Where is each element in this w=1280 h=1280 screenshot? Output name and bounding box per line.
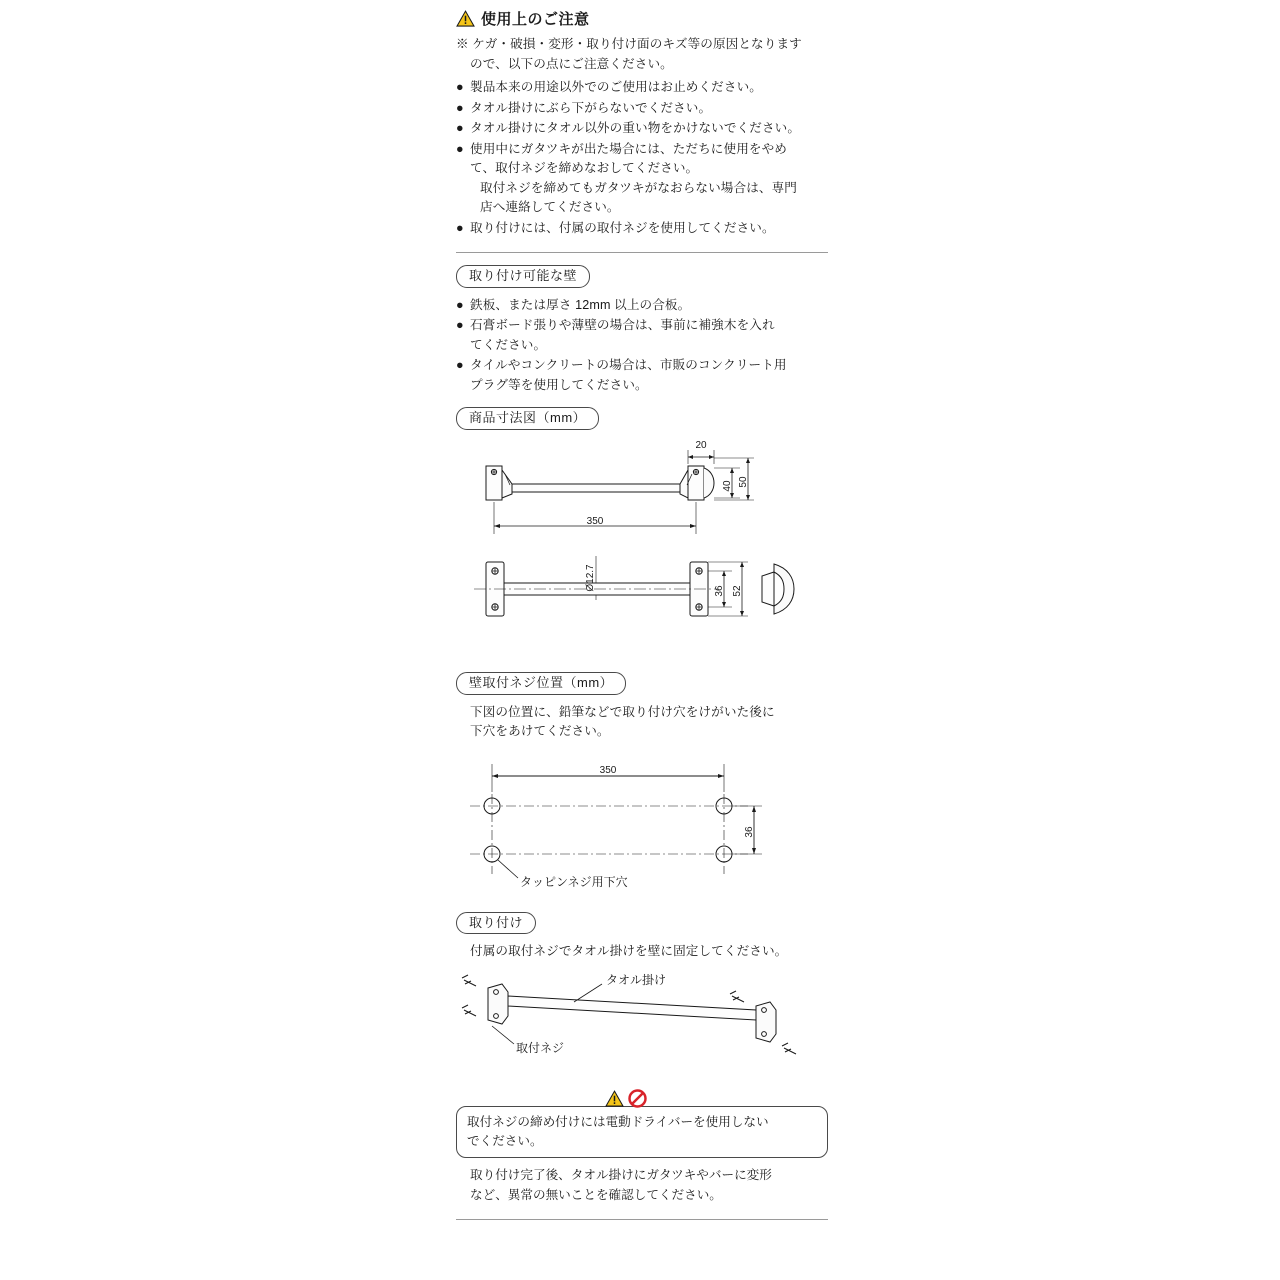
screw-position-drawing: [456, 746, 828, 906]
dim-label-52: 52: [732, 585, 743, 597]
wall-heading-wrap: [456, 265, 828, 288]
list-item-text: 石膏ボード張りや薄壁の場合は、事前に補強木を入れ: [470, 318, 775, 333]
screw-position-section: [456, 672, 828, 906]
final-note-line-2: など、異常の無いことを確認してください。: [470, 1187, 722, 1202]
callout-line-2: でください。: [467, 1133, 543, 1148]
list-item: [456, 119, 828, 139]
install-drawing: [456, 966, 828, 1086]
product-dimension-drawing: [456, 438, 828, 668]
dimension-section: [456, 407, 828, 668]
screw-position-svg: [456, 746, 828, 906]
bullet-dot-icon: ●: [456, 318, 464, 333]
list-item: [456, 356, 828, 395]
callout-line-1: 取付ネジの締め付けには電動ドライバーを使用しない: [467, 1114, 769, 1129]
final-note-line-1: 取り付け完了後、タオル掛けにガタツキやバーに変形: [470, 1168, 772, 1183]
caution-title: 使用上のご注意: [481, 11, 590, 28]
wall-heading: 取り付け可能な壁: [456, 265, 590, 288]
bullet-dot-icon: ●: [456, 80, 464, 95]
dim-label-40: 40: [722, 480, 733, 492]
bar-label: タオル掛け: [606, 972, 667, 987]
list-item: [456, 99, 828, 119]
caution-list: [456, 78, 828, 238]
warning-triangle-icon: [605, 1090, 624, 1107]
callout-icons: [605, 1089, 647, 1108]
screw-label: 取付ネジ: [516, 1040, 565, 1055]
install-heading-wrap: [456, 912, 828, 935]
list-item-text: 鉄板、または厚さ 12mm 以上の合板。: [470, 297, 691, 312]
footer-divider: [456, 1219, 828, 1220]
caution-section: [456, 8, 828, 238]
divider: [456, 252, 828, 253]
bullet-dot-icon: ●: [456, 141, 464, 156]
bullet-dot-icon: ●: [456, 358, 464, 373]
list-item: [456, 316, 828, 355]
list-item-text-line4: 店へ連絡してください。: [480, 200, 620, 215]
list-item-text-line2: てください。: [470, 337, 547, 352]
list-item-text-line3: 取付ネジを締めてもガタツキがなおらない場合は、専門: [480, 180, 797, 195]
install-note: 付属の取付ネジでタオル掛けを壁に固定してください。: [470, 944, 788, 959]
dimension-drawing-svg: [456, 438, 828, 668]
list-item-text-line2: て、取付ネジを締めなおしてください。: [470, 161, 699, 176]
install-drawing-svg: [456, 966, 828, 1086]
screw-position-heading-wrap: [456, 672, 828, 695]
list-item: [456, 78, 828, 98]
dimension-heading: 商品寸法図（mm）: [456, 407, 599, 430]
list-item-text: 取り付けには、付属の取付ネジを使用してください。: [470, 220, 775, 235]
dim-label-20: 20: [695, 439, 707, 451]
list-item-text: 製品本来の用途以外でのご使用はお止めください。: [470, 80, 762, 95]
wall-section: [456, 265, 828, 395]
bullet-dot-icon: ●: [456, 220, 464, 235]
list-item-text-line2: プラグ等を使用してください。: [470, 377, 648, 392]
list-item-text: タオル掛けにタオル以外の重い物をかけないでください。: [470, 121, 801, 136]
dimension-heading-wrap: [456, 407, 828, 430]
dim-label-diameter: Ø12.7: [585, 564, 596, 592]
dim-label-36-screw: 36: [744, 825, 755, 838]
bullet-dot-icon: ●: [456, 297, 464, 312]
bullet-dot-icon: ●: [456, 100, 464, 115]
screw-position-note-line2: 下穴をあけてください。: [470, 724, 610, 739]
caution-heading: [456, 8, 828, 29]
screw-position-note-line1: 下図の位置に、鉛筆などで取り付け穴をけがいた後に: [470, 704, 775, 719]
dim-label-36: 36: [714, 585, 725, 597]
tapping-hole-label: タッピンネジ用下穴: [520, 874, 628, 889]
list-item-text: 使用中にガタツキが出た場合には、ただちに使用をやめ: [470, 141, 787, 156]
screw-position-heading: 壁取付ネジ位置（mm）: [456, 672, 626, 695]
caution-asterisk-line-1: ※ ケガ・破損・変形・取り付け面のキズ等の原因となります: [456, 37, 802, 51]
install-section: [456, 912, 828, 1206]
bullet-dot-icon: ●: [456, 121, 464, 136]
list-item-text: タオル掛けにぶら下がらないでください。: [470, 100, 712, 115]
instruction-sheet: [456, 0, 828, 1280]
prohibition-icon: [628, 1089, 647, 1108]
dim-label-350: 350: [586, 515, 604, 527]
warning-triangle-icon: [456, 10, 475, 27]
caution-asterisk-line-2: ので、以下の点にご注意ください。: [470, 56, 673, 71]
no-power-driver-callout: [456, 1106, 828, 1159]
wall-list: [456, 296, 828, 396]
dim-label-350-screw: 350: [599, 764, 617, 776]
list-item-text: タイルやコンクリートの場合は、市販のコンクリート用: [470, 358, 787, 373]
list-item: [456, 296, 828, 316]
list-item: [456, 140, 828, 218]
install-heading: 取り付け: [456, 912, 536, 935]
dim-label-50: 50: [738, 476, 749, 488]
list-item: [456, 219, 828, 239]
